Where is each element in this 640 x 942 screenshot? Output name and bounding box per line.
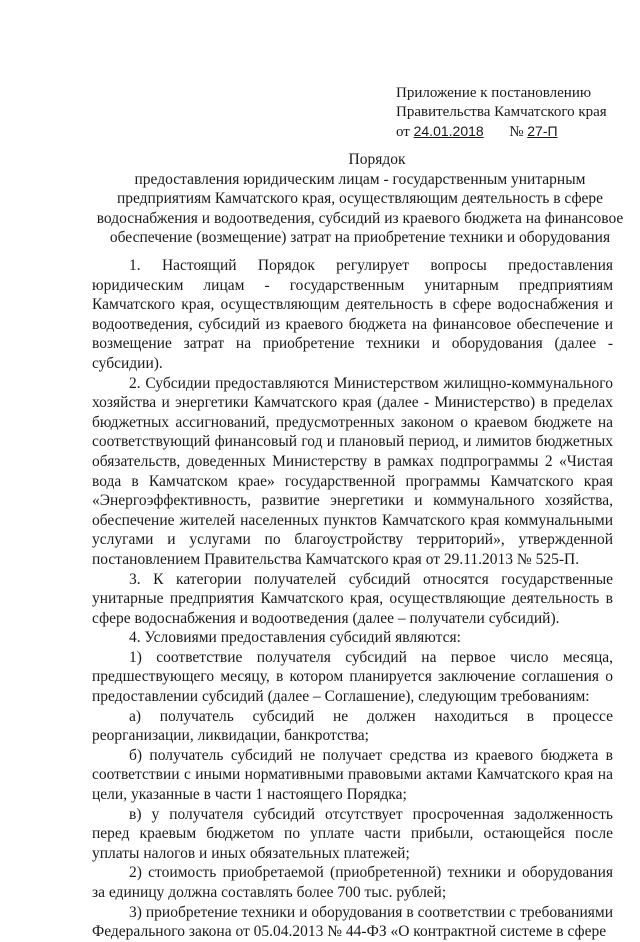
title-line-1: предоставления юридическим лицам - государственным унитарным (134, 170, 586, 188)
paragraph-4-1-b: б) получатель субсидий не получает средства из краевого бюджета в соответствии с иными нормативными правовыми актами Камчатского края на цели, указанные в части 1 настоящего Порядка; (92, 746, 613, 804)
paragraph-4-2: 2) стоимость приобретаемой (приобретенной) техники и оборудования за единицу должна составлять более 700 тыс. рублей; (92, 864, 613, 901)
title-heading: Порядок (348, 151, 406, 168)
paragraph-4-1-c: в) у получателя субсидий отсутствует просроченная задолженность перед краевым бюджетом по уплате части прибыли, остающейся после уплаты налогов и иных обязательных платежей; (92, 805, 613, 862)
document-body (92, 256, 613, 942)
paragraph-4-1: 1) соответствие получателя субсидий на первое число месяца, предшествующего месяцу, в котором планируется заключение соглашения о предоставлении субсидий (далее – Соглашение), следующим требованиям: (92, 648, 613, 706)
paragraph-1: 1. Настоящий Порядок регулирует вопросы предоставления юридическим лицам - государственным унитарным предприятиям Камчатского края, осуществляющим деятельность в сфере водоснабжения и водоотведения, субсидий из краевого бюджета на финансовое обеспечение и возмещение затрат на приобретение техники и оборудования (далее - субсидии). (92, 257, 613, 372)
title-line-4: обеспечение (возмещение) затрат на приобретение техники и оборудования (109, 229, 611, 246)
paragraph-3: 3. К категории получателей субсидий относятся государственные унитарные предприятия Камчатского края, осуществляющие деятельность в сфере водоснабжения и водоотведения (далее – получатели субсидий). (92, 570, 613, 627)
appendix-line-1: Приложение к постановлению (396, 85, 592, 101)
number-prefix: № (509, 124, 524, 140)
document-title (92, 150, 628, 248)
appendix-date-number-line (396, 122, 632, 142)
paragraph-4: 4. Условиями предоставления субсидий являются: (129, 629, 461, 647)
number-value: 27-П (527, 123, 558, 139)
title-line-2: предприятиям Камчатского края, осуществляющим деятельность в сфере (116, 190, 604, 207)
appendix-line-2: Правительства Камчатского края (396, 104, 607, 120)
title-line-3: водоснабжения и водоотведения, субсидий из краевого бюджета на финансовое (96, 209, 624, 227)
date-prefix: от (396, 124, 410, 140)
paragraph-2: 2. Субсидии предоставляются Министерством жилищно-коммунального хозяйства и энергетики Камчатского края (далее - Министерство) в пределах бюджетных ассигнований, предусмотренных законом о краевом бюджете на соответствующий финансовый год и плановый период, и лимитов бюджетных обязательств, доведенных Министерству в рамках подпрограммы 2 «Чистая вода в Камчатском крае» государственной программы Камчатского края «Энергоэффективность, развитие энергетики и коммунального хозяйства, обеспечение жителей населенных пунктов Камчатского края коммунальными услугами и услугами по благоустройству территорий», утвержденной постановлением Правительства Камчатского края от 29.11.2013 № 525-П. (92, 374, 613, 568)
date-value: 24.01.2018 (413, 123, 484, 139)
appendix-header (396, 84, 632, 142)
paragraph-4-1-a: а) получатель субсидий не должен находиться в процессе реорганизации, ликвидации, банкротства; (92, 707, 613, 745)
paragraph-4-3: 3) приобретение техники и оборудования в соответствии с требованиями Федерального закона от 05.04.2013 № 44-ФЗ «О контрактной системе в сфере (92, 903, 613, 941)
